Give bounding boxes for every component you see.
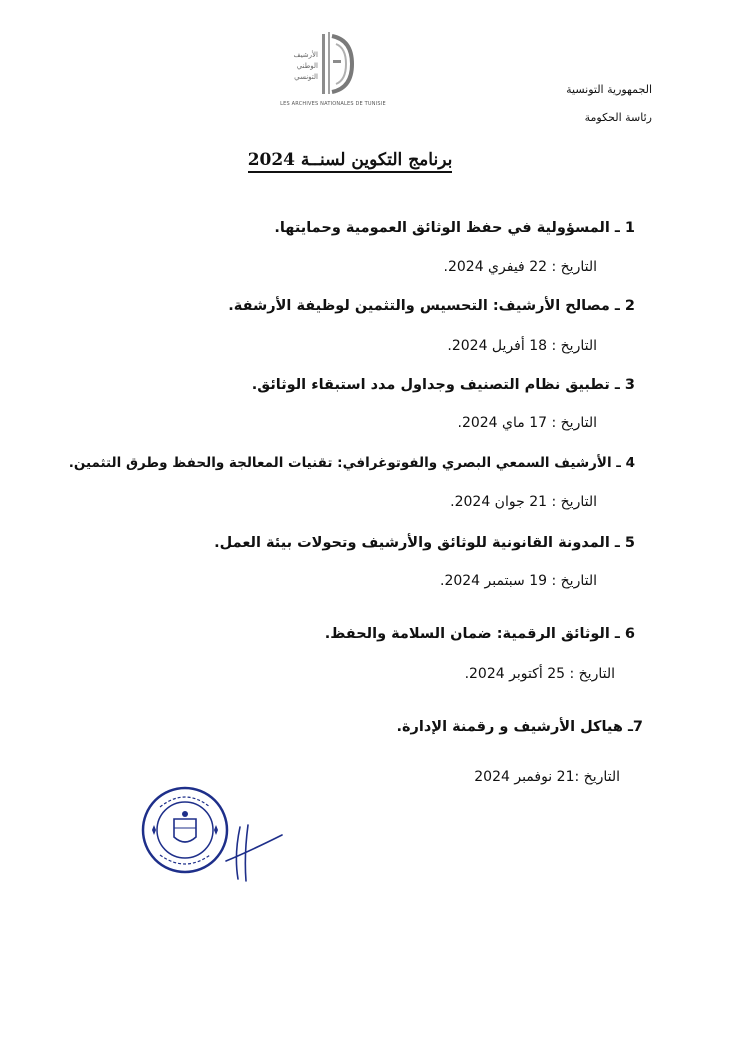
program-item-date: التاريخ : 21 جوان 2024. — [450, 494, 597, 510]
program-item-5 — [214, 535, 635, 551]
program-item-title: 7ـ هياكل الأرشيف و رقمنة الإدارة. — [396, 719, 643, 735]
logo-line: الوطني — [296, 62, 318, 70]
logo-line: التونسي — [294, 73, 318, 81]
program-item-title: 6 ـ الوثائق الرقمية: ضمان السلامة والحفظ. — [324, 626, 635, 642]
program-item-date: التاريخ : 19 سبتمبر 2024. — [439, 573, 597, 589]
program-item-6 — [325, 626, 635, 642]
program-item-title: 1 ـ المسؤولية في حفظ الوثائق العمومية وحمايتها. — [274, 220, 635, 236]
program-item-2 — [228, 298, 635, 314]
program-item-1 — [274, 220, 635, 236]
program-item-date: التاريخ : 17 ماي 2024. — [457, 415, 597, 431]
program-item-title: 2 ـ مصالح الأرشيف: التحسيس والتثمين لوظيفة الأرشفة. — [228, 298, 635, 314]
program-item-date: التاريخ : 25 أكتوبر 2024. — [464, 666, 615, 682]
logo-line: الأرشيف — [293, 51, 318, 59]
program-item-date: التاريخ :21 نوفمبر 2024 — [474, 769, 620, 785]
logo-arabic-text — [278, 50, 318, 83]
archives-logo-mark-icon — [318, 30, 354, 98]
logo-french-text: LES ARCHIVES NATIONALES DE TUNISIE — [280, 101, 386, 107]
page-title-text: برنامج التكوين لسنــة 2024 — [248, 150, 453, 173]
archives-logo — [278, 30, 388, 120]
official-stamp-icon — [140, 785, 230, 875]
program-item-4 — [69, 455, 635, 471]
program-item-date: التاريخ : 22 فيفري 2024. — [443, 259, 597, 275]
program-item-7 — [396, 719, 643, 735]
program-item-title: 5 ـ المدونة القانونية للوثائق والأرشيف وتحولات بيئة العمل. — [214, 535, 635, 551]
letterhead — [566, 82, 652, 138]
program-item-title: 3 ـ تطبيق نظام التصنيف وجداول مدد استبقاء الوثائق. — [251, 377, 635, 393]
presidency-label: رئاسة الحكومة — [584, 111, 652, 124]
republic-label: الجمهورية التونسية — [566, 83, 652, 96]
program-item-date: التاريخ : 18 أفريل 2024. — [447, 338, 597, 354]
program-item-title: 4 ـ الأرشيف السمعي البصري والفوتوغرافي: تقنيات المعالجة والحفظ وطرق التثمين. — [68, 455, 635, 471]
signature-icon — [220, 815, 290, 885]
program-item-3 — [252, 377, 635, 393]
page-title — [0, 150, 700, 173]
